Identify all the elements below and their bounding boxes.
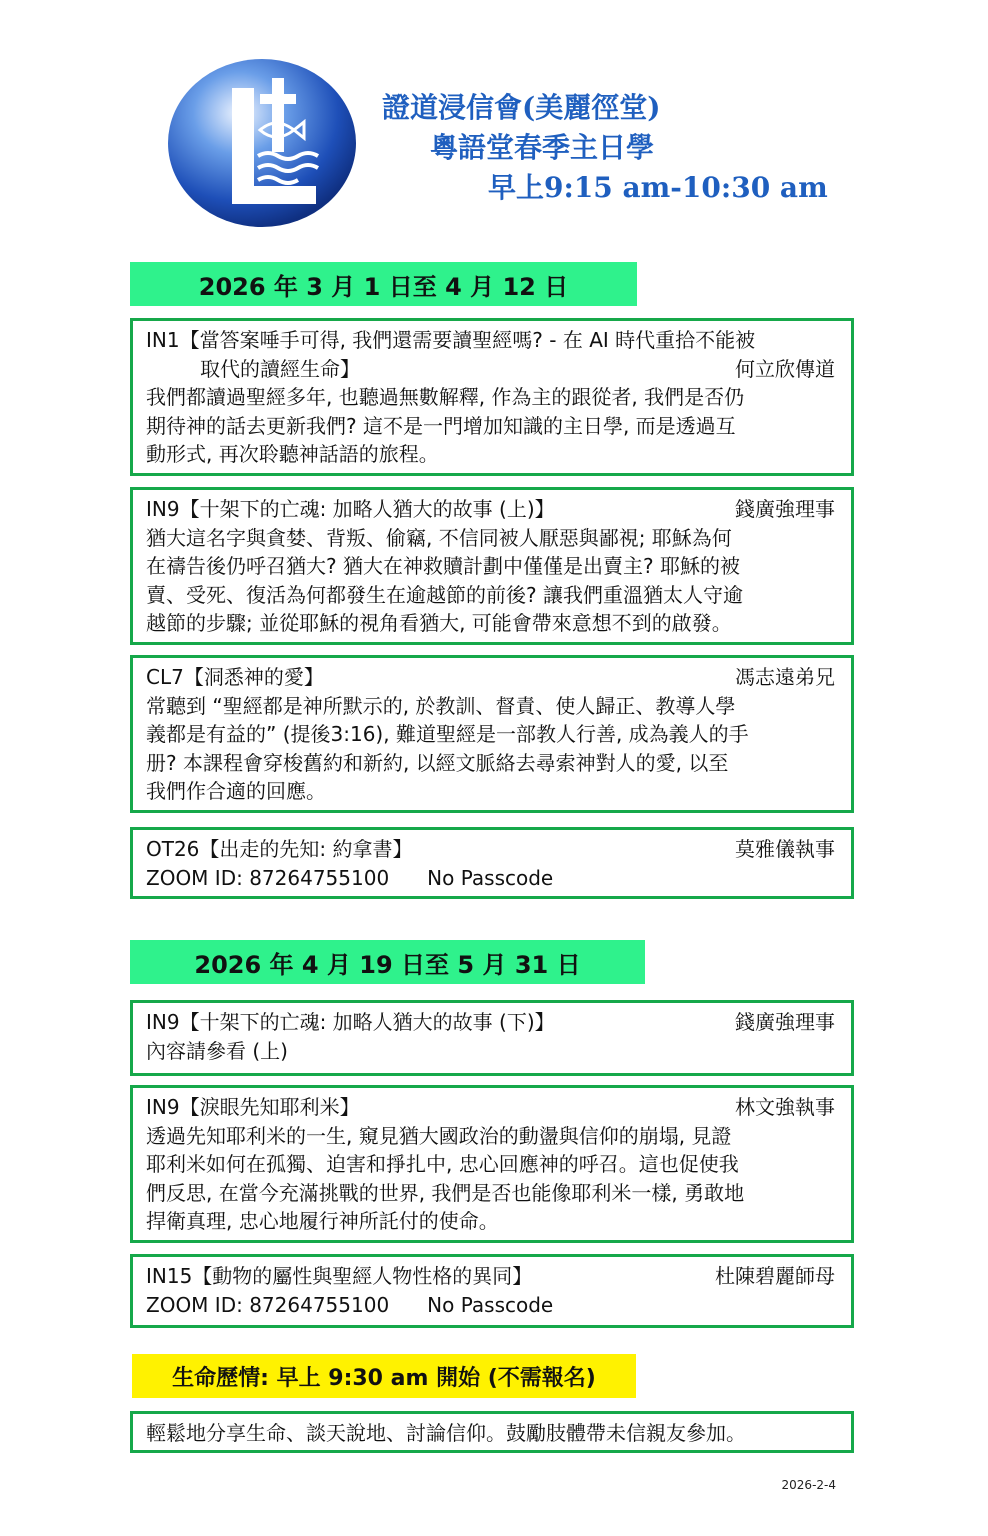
- course-title-cont: 取代的讀經生命】: [200, 356, 360, 381]
- zoom-passcode: No Passcode: [427, 865, 554, 890]
- course-card: [130, 1085, 854, 1243]
- course-card: [130, 318, 854, 476]
- course-teacher: 林文強執事: [735, 1095, 835, 1119]
- course-desc-line: 耶利米如何在孤獨、迫害和掙扎中, 忠心回應神的呼召。這也促使我: [146, 1152, 739, 1176]
- course-teacher: 馮志遠弟兄: [735, 665, 835, 689]
- course-teacher: 何立欣傳道: [735, 356, 835, 381]
- course-desc-line: 我們都讀過聖經多年, 也聽過無數解釋, 作為主的跟從者, 我們是否仍: [146, 385, 745, 409]
- course-desc-line: 我們作合適的回應。: [146, 779, 326, 803]
- course-desc-line: 義都是有益的” (提後3:16), 難道聖經是一部教人行善, 成為義人的手: [146, 722, 749, 746]
- course-title: IN9【十架下的亡魂: 加略人猶大的故事 (上)】: [146, 497, 555, 521]
- course-desc-line: 常聽到 “聖經都是神所默示的, 於教訓、督責、使人歸正、教導人學: [146, 693, 736, 718]
- course-teacher: 錢廣強理事: [735, 497, 835, 521]
- course-desc-line: 們反思, 在當今充滿挑戰的世界, 我們是否也能像耶利米一樣, 勇敢地: [146, 1180, 745, 1205]
- course-card: [130, 1000, 854, 1076]
- term1-banner: 2026 年 3 月 1 日至 4 月 12 日: [130, 262, 637, 306]
- life-card: [130, 1411, 854, 1453]
- course-teacher: 杜陳碧麗師母: [715, 1264, 835, 1288]
- course-desc-line: 透過先知耶利米的一生, 窺見猶大國政治的動盪與信仰的崩塌, 見證: [146, 1123, 732, 1148]
- course-desc-line: 動形式, 再次聆聽神話語的旅程。: [146, 442, 439, 466]
- zoom-id: ZOOM ID: 87264755100: [146, 865, 390, 890]
- life-text: 輕鬆地分享生命、談天說地、討論信仰。鼓勵肢體帶未信親友參加。: [146, 1421, 746, 1445]
- course-desc-line: 賣、受死、復活為何都發生在逾越節的前後? 讓我們重溫猶太人守逾: [146, 582, 743, 607]
- course-title: CL7【洞悉神的愛】: [146, 665, 324, 689]
- course-card: [130, 487, 854, 645]
- footer-date: 2026-2-4: [781, 1478, 836, 1492]
- course-desc-line: 册? 本課程會穿梭舊約和新約, 以經文脈絡去尋索神對人的愛, 以至: [146, 750, 729, 775]
- course-card: [130, 655, 854, 813]
- program-name: 粵語堂春季主日學: [430, 131, 655, 164]
- program-time: 早上9:15 am-10:30 am: [488, 171, 828, 204]
- course-desc-line: 期待神的話去更新我們? 這不是一門增加知識的主日學, 而是透過互: [146, 413, 736, 438]
- course-desc-line: 猶大這名字與貪婪、背叛、偷竊, 不信同被人厭惡與鄙視; 耶穌為何: [146, 525, 732, 550]
- zoom-passcode: No Passcode: [427, 1292, 554, 1317]
- course-title: OT26【出走的先知: 約拿書】: [146, 837, 413, 861]
- church-logo-icon: [166, 58, 358, 228]
- course-title: IN9【淚眼先知耶利米】: [146, 1095, 360, 1119]
- course-title: IN9【十架下的亡魂: 加略人猶大的故事 (下)】: [146, 1010, 555, 1034]
- course-desc-line: 在禱告後仍呼召猶大? 猶大在神救贖計劃中僅僅是出賣主? 耶穌的被: [146, 554, 740, 578]
- course-title: IN1【當答案唾手可得, 我們還需要讀聖經嗎? - 在 AI 時代重拾不能被: [146, 328, 756, 352]
- term2-banner: 2026 年 4 月 19 日至 5 月 31 日: [130, 940, 645, 984]
- course-desc-line: 越節的步驟; 並從耶穌的視角看猶大, 可能會帶來意想不到的啟發。: [146, 611, 732, 635]
- course-desc-line: 內容請參看 (上): [146, 1038, 288, 1063]
- zoom-id: ZOOM ID: 87264755100: [146, 1292, 390, 1317]
- course-teacher: 莫雅儀執事: [735, 837, 835, 861]
- life-banner: 生命歷情: 早上 9:30 am 開始 (不需報名): [132, 1354, 636, 1398]
- course-card: [130, 1254, 854, 1328]
- course-desc-line: 捍衛真理, 忠心地履行神所託付的使命。: [146, 1209, 499, 1233]
- church-name: 證道浸信會(美麗徑堂): [382, 91, 661, 124]
- course-title: IN15【動物的屬性與聖經人物性格的異同】: [146, 1264, 533, 1288]
- course-teacher: 錢廣強理事: [735, 1010, 835, 1034]
- course-card: [130, 827, 854, 899]
